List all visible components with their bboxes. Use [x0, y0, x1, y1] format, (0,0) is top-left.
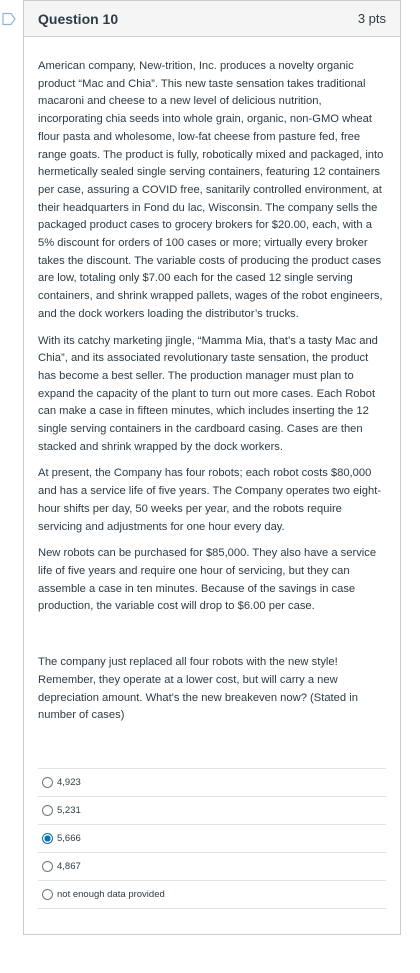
- answer-radio[interactable]: [42, 889, 53, 900]
- question-prompt: The company just replaced all four robots with the new style! Remember, they operate at a lower cost, but will carry a new depreciation amount. What's the new breakeven now? (Stated in number of cases): [38, 656, 358, 722]
- question-title: Question 10: [38, 10, 119, 27]
- answer-label[interactable]: 4,923: [57, 776, 81, 788]
- question-paragraph: New robots can be purchased for $85,000. They also have a service life of five years and require one hour of servicing, but they can assemble a case in ten minutes. Because of the savings in case production, the variable cost will drop to $6.00 per case.: [38, 547, 377, 613]
- question-paragraph: At present, the Company has four robots; each robot costs $80,000 and has a service life of five years. The Company operates two eight-hour shifts per day, 50 weeks per year, and the robots require servicing and adjustments for one hour every day.: [38, 467, 382, 533]
- question-card: [23, 0, 401, 935]
- flag-question-icon[interactable]: [2, 12, 16, 26]
- answer-option[interactable]: [38, 797, 386, 825]
- answer-option[interactable]: [38, 769, 386, 797]
- answer-option[interactable]: [38, 825, 386, 853]
- answer-label[interactable]: 5,666: [57, 832, 81, 844]
- question-paragraph: With its catchy marketing jingle, “Mamma Mia, that’s a tasty Mac and Chia”, and its associated revolutionary taste sensation, the product has become a best seller. The production manager must plan to expand the capacity of the plant to turn out more cases. Each Robot can make a case in fifteen minutes, which includes inserting the 12 single serving containers in the cardboard casing. Cases are then stacked and shrink wrapped by the dock workers.: [38, 334, 378, 453]
- answer-radio[interactable]: [42, 805, 53, 816]
- answer-label[interactable]: not enough data provided: [57, 888, 165, 900]
- answer-label[interactable]: 5,231: [57, 804, 81, 816]
- question-body: [24, 37, 400, 909]
- answer-option[interactable]: [38, 881, 386, 909]
- answer-radio[interactable]: [42, 777, 53, 788]
- question-header: [24, 1, 400, 37]
- answer-option[interactable]: [38, 853, 386, 881]
- answer-label[interactable]: 4,867: [57, 860, 81, 872]
- answer-radio[interactable]: [42, 833, 53, 844]
- answer-list: [38, 768, 386, 909]
- question-points: 3 pts: [357, 11, 386, 26]
- answer-radio[interactable]: [42, 861, 53, 872]
- question-paragraph: American company, New-trition, Inc. produces a novelty organic product “Mac and Chia”. This new taste sensation takes traditional macaroni and cheese to a new level of delicious nutrition, incorporating chia seeds into whole grain, organic, non-GMO wheat flour pasta and wholesome, low-fat cheese from pasture fed, free range goats. The product is fully, robotically mixed and packaged, into hermetically sealed single serving containers, featuring 12 containers per case, assuring a COVID free, sanitarily controlled environment, at their headquarters in Fond du lac, Wisconsin. The company sells the packaged product cases to grocery brokers for $20.00, each, with a 5% discount for orders of 100 cases or more; virtually every broker takes the discount. The variable costs of producing the product cases are low, totaling only $7.00 each for the cased 12 single serving containers, and shrink wrapped pallets, wages of the robot engineers, and the dock workers loading the distributor’s trucks.: [38, 60, 384, 320]
